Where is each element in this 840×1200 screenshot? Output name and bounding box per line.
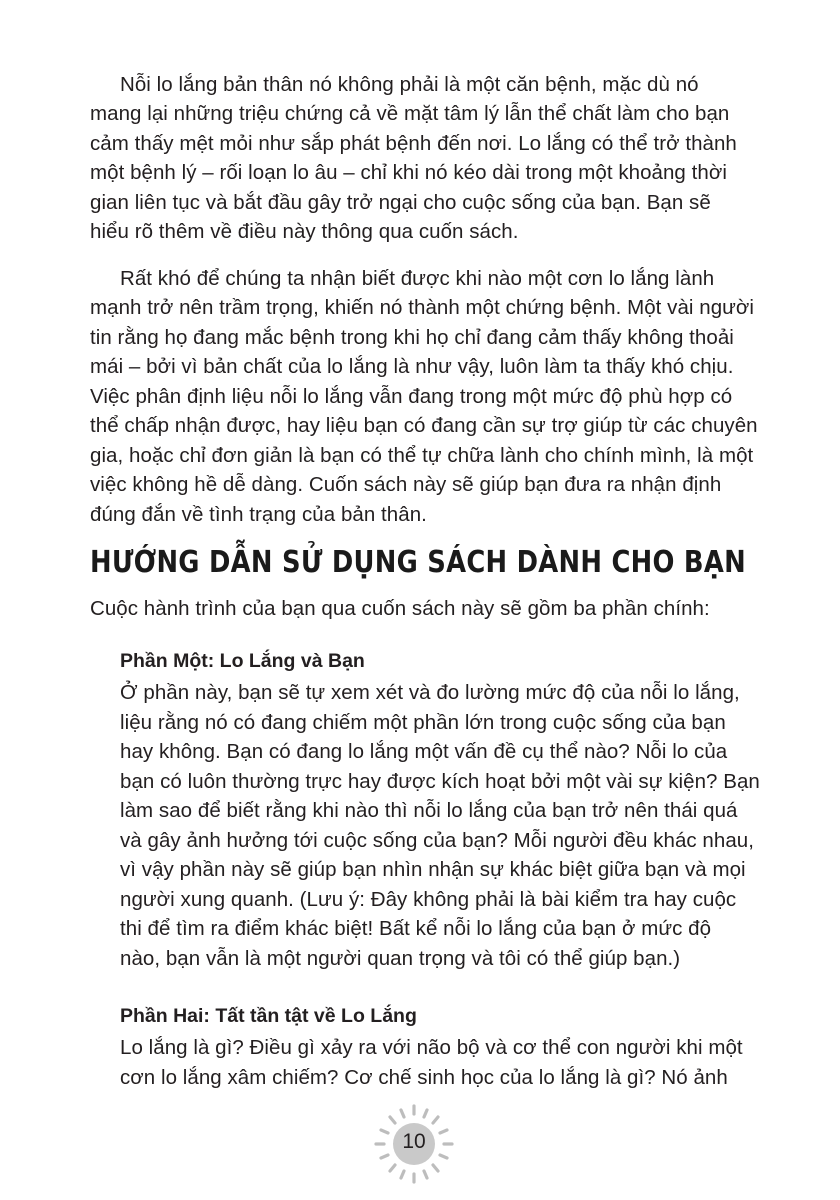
part-one-line: hay không. Bạn có đang lo lắng một vấn đề cụ thể nào? Nỗi lo của [120,740,728,763]
paragraph-2-line: tin rằng họ đang mắc bệnh trong khi họ chỉ đang cảm thấy không thoải [90,326,734,349]
part-one-line: nào, bạn vẫn là một người quan trọng và tôi có thể giúp bạn.) [120,947,681,970]
part-one-line: vì vậy phần này sẽ giúp bạn nhìn nhận sự khác biệt giữa bạn và mọi [120,858,746,881]
paragraph-1-line: một bệnh lý – rối loạn lo âu – chỉ khi nó kéo dài trong một khoảng thời [90,161,727,184]
paragraph-1-line: Nỗi lo lắng bản thân nó không phải là một căn bệnh, mặc dù nó [120,73,699,96]
section-lead: Cuộc hành trình của bạn qua cuốn sách này sẽ gồm ba phần chính: [90,597,710,620]
page-number: 10 [402,1130,426,1153]
paragraph-2-line: gia, hoặc chỉ đơn giản là bạn có thể tự chữa lành cho chính mình, là một [90,444,754,467]
section-heading: HƯỚNG DẪN SỬ DỤNG SÁCH DÀNH CHO BẠN [90,545,746,580]
part-one-line: bạn có luôn thường trực hay được kích hoạt bởi một vài sự kiện? Bạn [120,770,760,793]
paragraph-1-line: mang lại những triệu chứng cả về mặt tâm lý lẫn thể chất làm cho bạn [90,102,730,125]
paragraph-2-line: việc không hề dễ dàng. Cuốn sách này sẽ giúp bạn đưa ra nhận định [90,473,722,496]
paragraph-2-line: mái – bởi vì bản chất của lo lắng là như vậy, luôn làm ta thấy khó chịu. [90,355,734,378]
part-two-title: Phần Hai: Tất tần tật về Lo Lắng [120,1005,417,1027]
paragraph-1-line: cảm thấy mệt mỏi như sắp phát bệnh đến nơi. Lo lắng có thể trở thành [90,132,737,155]
page-number-badge [370,1100,458,1188]
part-one-line: người xung quanh. (Lưu ý: Đây không phải là bài kiểm tra hay cuộc [120,888,737,911]
part-two-line: Lo lắng là gì? Điều gì xảy ra với não bộ và cơ thể con người khi một [120,1036,743,1059]
paragraph-2-line: Rất khó để chúng ta nhận biết được khi nào một cơn lo lắng lành [120,267,715,290]
paragraph-2-line: mạnh trở nên trầm trọng, khiến nó thành một chứng bệnh. Một vài người [90,296,755,319]
part-one-title: Phần Một: Lo Lắng và Bạn [120,650,365,672]
part-one-line: và gây ảnh hưởng tới cuộc sống của bạn? Mỗi người đều khác nhau, [120,829,754,852]
part-two-line: cơn lo lắng xâm chiếm? Cơ chế sinh học của lo lắng là gì? Nó ảnh [120,1066,728,1089]
paragraph-1-line: gian liên tục và bắt đầu gây trở ngại cho cuộc sống của bạn. Bạn sẽ [90,191,711,214]
paragraph-2-line: đúng đắn về tình trạng của bản thân. [90,503,427,526]
part-one-line: thi để tìm ra điểm khác biệt! Bất kể nỗi lo lắng của bạn ở mức độ [120,917,712,940]
paragraph-1-line: hiểu rõ thêm về điều này thông qua cuốn sách. [90,220,519,243]
paragraph-2-line: Việc phân định liệu nỗi lo lắng vẫn đang trong một mức độ phù hợp có [90,385,733,408]
part-one-line: liệu rằng nó có đang chiếm một phần lớn trong cuộc sống của bạn [120,711,726,734]
part-one-line: Ở phần này, bạn sẽ tự xem xét và đo lường mức độ của nỗi lo lắng, [120,681,740,704]
paragraph-2-line: thể chấp nhận được, hay liệu bạn có đang cần sự trợ giúp từ các chuyên [90,414,758,437]
part-one-line: làm sao để biết rằng khi nào thì nỗi lo lắng của bạn trở nên thái quá [120,799,738,822]
